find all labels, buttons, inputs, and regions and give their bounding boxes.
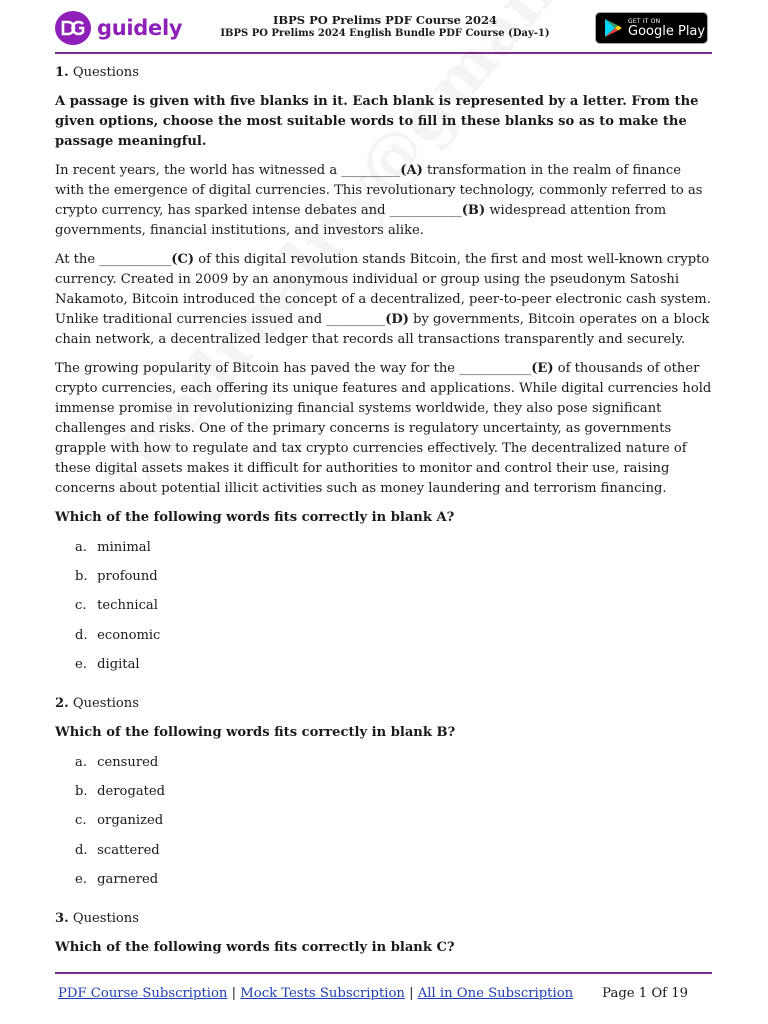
google-play-text: Google Play	[628, 23, 706, 39]
option-text: economic	[97, 627, 161, 643]
footer-divider	[55, 972, 712, 974]
option-text: technical	[97, 598, 158, 614]
question-1-options	[55, 538, 713, 684]
option-text: censured	[97, 754, 159, 770]
option-item[interactable]	[75, 626, 713, 655]
question-2-prompt: Which of the following words fits correctly in blank B?	[55, 724, 456, 740]
passage-paragraph-3	[55, 359, 713, 499]
get-it-on-text: GET IT ON	[628, 17, 661, 25]
passage-instruction: A passage is given with five blanks in it. Each blank is represented by a letter. From the given options, choose the most suitable words to fill in these blanks so as to make the passage meaningful.	[55, 94, 699, 149]
question-2-options	[55, 753, 713, 899]
all-in-one-subscription-link[interactable]: All in One Subscription	[417, 986, 574, 1001]
page-content	[55, 63, 713, 968]
option-item[interactable]	[75, 782, 713, 811]
paragraph-text: In recent years, the world has witnessed a _________	[55, 163, 401, 178]
passage-paragraph-2	[55, 250, 713, 350]
option-text: garnered	[97, 871, 159, 887]
question-2-label: Questions	[72, 695, 139, 711]
option-item[interactable]	[75, 841, 713, 870]
blank-d-label: (D)	[385, 312, 409, 327]
option-letter: d.	[75, 627, 88, 643]
google-play-label	[628, 18, 705, 39]
option-letter: e.	[75, 871, 87, 887]
option-text: derogated	[97, 784, 166, 800]
footer-separator: |	[404, 986, 418, 1001]
page-header	[55, 6, 712, 52]
paragraph-text: transformation in the realm of finance with the emergence of digital currencies. This revolutionary technology, commonly referred to as crypto currency, has sparked intense debates and ___________	[55, 163, 703, 218]
page-number: Page 1 Of 19	[602, 986, 688, 1001]
course-title: IBPS PO Prelims PDF Course 2024	[273, 13, 497, 27]
course-subtitle: IBPS PO Prelims 2024 English Bundle PDF Course (Day-1)	[220, 28, 550, 39]
paragraph-text: of thousands of other crypto currencies, each offering its unique features and applications. While digital currencies hold immense promise in revolutionizing financial systems worldwide, they also pose significant challenges and risks. One of the primary concerns is regulatory uncertainty, as governments grapple with how to regulate and tax crypto currencies effectively. The decentralized nature of these digital assets makes it difficult for authorities to monitor and control their use, raising concerns about potential illicit activities such as money laundering and terrorism financing.	[55, 361, 712, 496]
blank-a-label: (A)	[400, 163, 423, 178]
option-text: organized	[97, 813, 164, 829]
header-divider	[55, 52, 712, 54]
page-footer	[58, 986, 690, 1001]
option-letter: a.	[75, 754, 87, 770]
paragraph-text: The growing popularity of Bitcoin has paved the way for the ___________	[55, 361, 532, 376]
option-letter: c.	[75, 598, 87, 614]
option-text: minimal	[97, 540, 151, 555]
option-item[interactable]	[75, 870, 713, 899]
paragraph-text: of this digital revolution stands Bitcoin, the first and most well-known crypto currency. Created in 2009 by an anonymous individual or group using the pseudonym Satoshi Nakamoto, Bitcoin introduced the concept of a decentralized, peer-to-peer electronic cash system. Unlike traditional currencies issued and _________	[55, 252, 711, 327]
question-3-label: Questions	[72, 910, 139, 926]
option-text: scattered	[97, 842, 160, 858]
option-letter: c.	[75, 813, 87, 829]
option-letter: e.	[75, 656, 87, 672]
question-1-label: Questions	[72, 65, 139, 80]
option-letter: d.	[75, 842, 88, 858]
guidely-logo[interactable]	[55, 11, 182, 45]
footer-separator: |	[227, 986, 241, 1001]
question-1-prompt: Which of the following words fits correctly in blank A?	[55, 510, 455, 525]
google-play-icon	[604, 18, 622, 38]
passage-paragraph-1	[55, 161, 713, 241]
option-item[interactable]	[75, 567, 713, 596]
question-3-heading	[55, 909, 713, 929]
option-item[interactable]	[75, 538, 713, 567]
option-text: profound	[97, 569, 158, 585]
option-letter: a.	[75, 540, 87, 555]
option-text: digital	[97, 656, 140, 672]
question-3-number: 3.	[55, 910, 69, 926]
mock-tests-subscription-link[interactable]: Mock Tests Subscription	[240, 986, 405, 1001]
question-2-number: 2.	[55, 695, 69, 711]
option-item[interactable]	[75, 655, 713, 684]
google-play-button[interactable]	[595, 12, 708, 44]
paragraph-text: widespread attention from governments, financial institutions, and investors alike.	[55, 203, 667, 238]
option-item[interactable]	[75, 753, 713, 782]
logo-text: guidely	[97, 16, 183, 40]
question-1-number: 1.	[55, 65, 69, 80]
blank-e-label: (E)	[531, 361, 554, 376]
option-letter: b.	[75, 784, 88, 800]
paragraph-text: At the ___________	[55, 252, 172, 267]
paragraph-text: by governments, Bitcoin operates on a block chain network, a decentralized ledger that records all transactions transparently and securely.	[55, 312, 710, 347]
option-letter: b.	[75, 569, 88, 585]
guidely-logo-icon	[55, 11, 91, 45]
blank-c-label: (C)	[171, 252, 195, 267]
question-3-prompt: Which of the following words fits correctly in blank C?	[55, 939, 455, 955]
question-1-heading	[55, 63, 713, 83]
pdf-course-subscription-link[interactable]: PDF Course Subscription	[58, 986, 228, 1001]
blank-b-label: (B)	[461, 203, 486, 218]
question-2-heading	[55, 694, 713, 714]
option-item[interactable]	[75, 596, 713, 625]
option-item[interactable]	[75, 811, 713, 840]
